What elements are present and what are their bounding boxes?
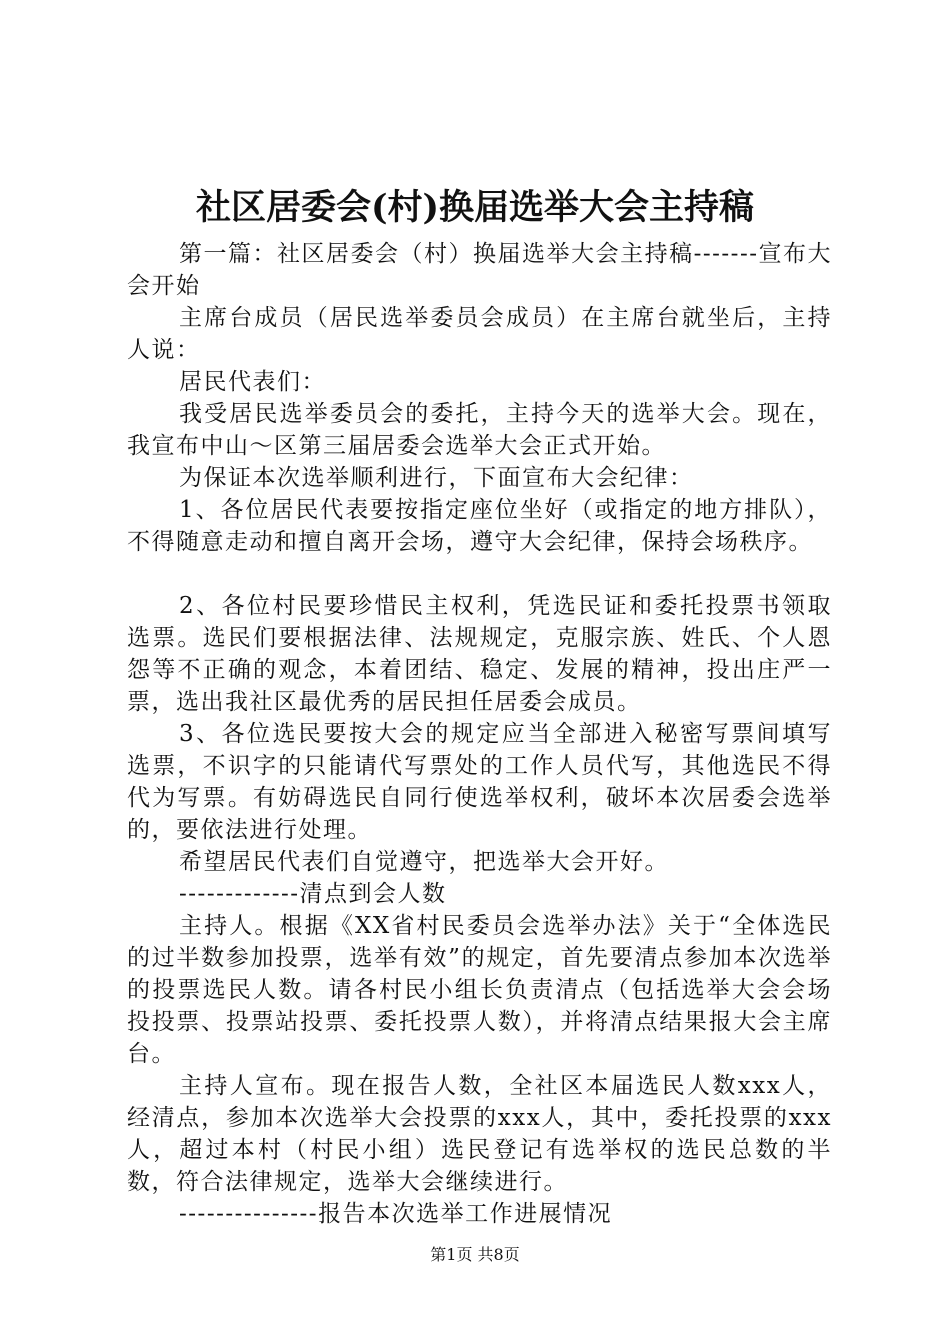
paragraph: 我受居民选举委员会的委托，主持今天的选举大会。现在，我宣布中山～区第三届居委会选举大会正式开始。 bbox=[127, 401, 832, 459]
paragraph: 1、各位居民代表要按指定座位坐好（或指定的地方排队），不得随意走动和擅自离开会场，遵守大会纪律，保持会场秩序。 bbox=[127, 497, 832, 555]
section-divider: ---------------报告本次选举工作进展情况 bbox=[179, 1201, 613, 1227]
paragraph: 第一篇：社区居委会（村）换届选举大会主持稿-------宣布大会开始 bbox=[127, 241, 832, 299]
blank-line bbox=[127, 558, 832, 590]
paragraph: 希望居民代表们自觉遵守，把选举大会开好。 bbox=[179, 849, 669, 875]
paragraph: 居民代表们： bbox=[179, 369, 326, 395]
paragraph: 2、各位村民要珍惜民主权利，凭选民证和委托投票书领取选票。选民们要根据法律、法规规定，克服宗族、姓氏、个人恩怨等不正确的观念，本着团结、稳定、发展的精神，投出庄严一票，选出我社区最优秀的居民担任居委会成员。 bbox=[127, 593, 832, 715]
paragraph: 主持人宣布。现在报告人数，全社区本届选民人数xxx人，经清点，参加本次选举大会投票的xxx人，其中，委托投票的xxx人，超过本村（村民小组）选民登记有选举权的选民总数的半数，符合法律规定，选举大会继续进行。 bbox=[127, 1073, 832, 1195]
paragraph: 为保证本次选举顺利进行，下面宣布大会纪律： bbox=[179, 465, 694, 491]
paragraph: 主持人。根据《XX省村民委员会选举办法》关于“全体选民的过半数参加投票，选举有效”的规定，首先要清点参加本次选举的投票选民人数。请各村民小组长负责清点（包括选举大会会场投投票、投票站投票、委托投票人数），并将清点结果报大会主席台。 bbox=[127, 913, 832, 1067]
page-number-footer: 第1页 共8页 bbox=[430, 1245, 520, 1264]
paragraph: 主席台成员（居民选举委员会成员）在主席台就坐后，主持人说： bbox=[127, 305, 832, 363]
paragraph: 3、各位选民要按大会的规定应当全部进入秘密写票间填写选票，不识字的只能请代写票处的工作人员代写，其他选民不得代为写票。有妨碍选民自同行使选举权利，破坏本次居委会选举的，要依法进行处理。 bbox=[127, 721, 832, 843]
document-body bbox=[127, 238, 832, 1230]
section-divider: -------------清点到会人数 bbox=[179, 881, 447, 907]
document-title: 社区居委会(村)换届选举大会主持稿 bbox=[195, 187, 755, 228]
